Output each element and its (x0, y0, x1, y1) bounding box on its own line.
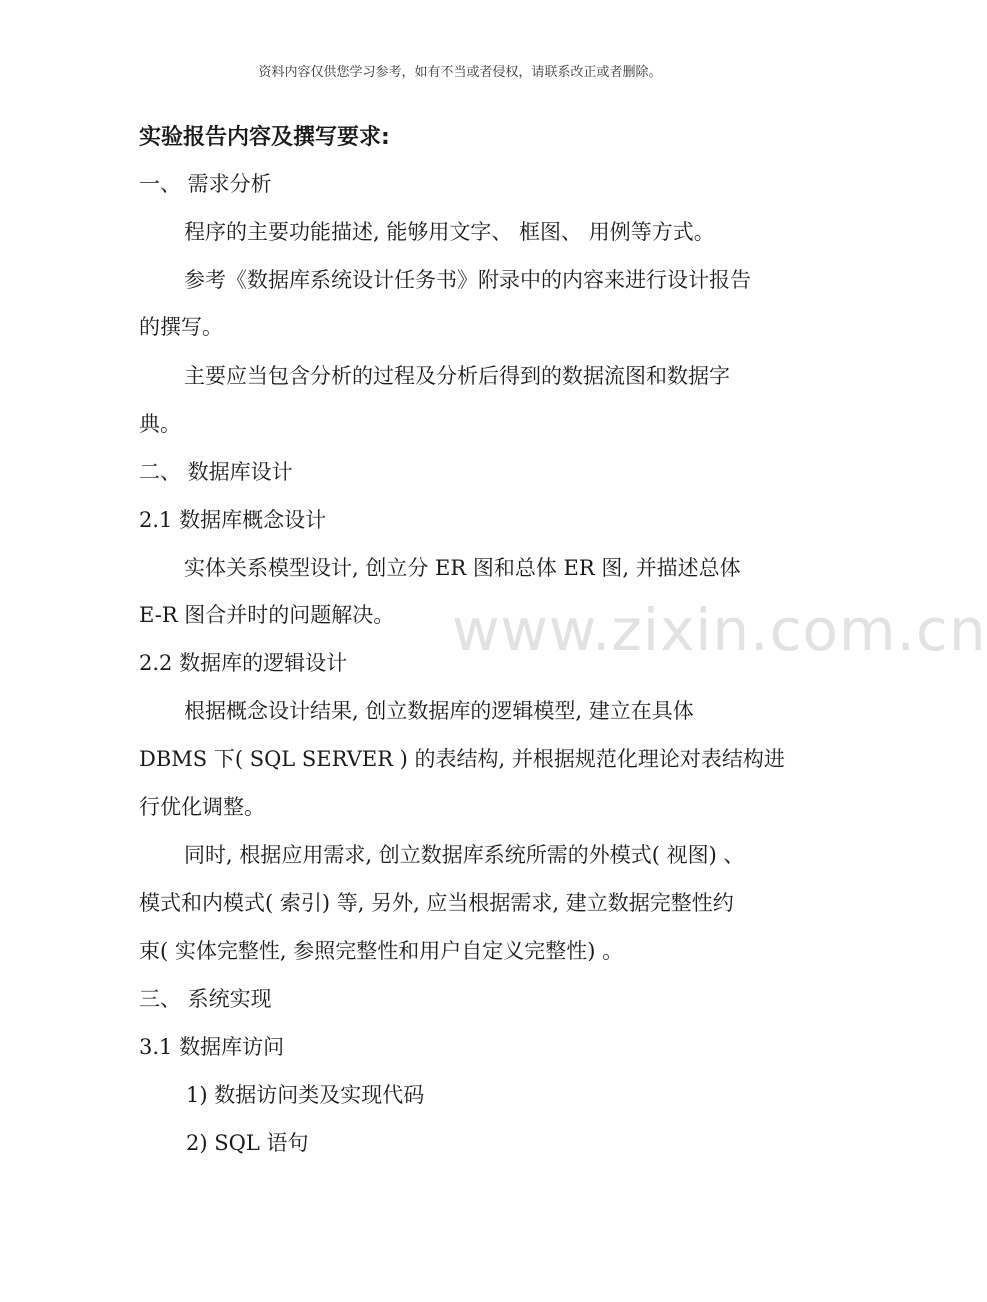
paragraph: 程序的主要功能描述, 能够用文字、 框图、 用例等方式。 (184, 220, 715, 244)
list-item: 1) 数据访问类及实现代码 (186, 1083, 425, 1107)
paragraph: 实体关系模型设计, 创立分 ER 图和总体 ER 图, 并描述总体 (184, 556, 741, 580)
page-title: 实验报告内容及撰写要求: (139, 125, 390, 150)
subsection-2-1-heading: 2.1 数据库概念设计 (139, 508, 327, 532)
watermark: www.zixin.com.cn (452, 596, 987, 664)
section-1-heading: 一、 需求分析 (139, 172, 272, 196)
paragraph: 主要应当包含分析的过程及分析后得到的数据流图和数据字 (184, 364, 730, 388)
section-3-heading: 三、 系统实现 (139, 987, 272, 1011)
paragraph-continued: 模式和内模式( 索引) 等, 另外, 应当根据需求, 建立数据完整性约 (139, 891, 734, 915)
paragraph-continued: 行优化调整。 (139, 795, 265, 819)
paragraph: 同时, 根据应用需求, 创立数据库系统所需的外模式( 视图) 、 (184, 843, 745, 867)
disclaimer-header: 资料内容仅供您学习参考，如有不当或者侵权，请联系改正或者删除。 (258, 65, 662, 80)
paragraph-continued: 束( 实体完整性, 参照完整性和用户自定义完整性) 。 (139, 939, 624, 963)
paragraph: 参考《数据库系统设计任务书》附录中的内容来进行设计报告 (184, 268, 751, 292)
paragraph-continued: 典。 (139, 412, 181, 436)
paragraph: 根据概念设计结果, 创立数据库的逻辑模型, 建立在具体 (184, 699, 694, 723)
paragraph-continued: DBMS 下( SQL SERVER ) 的表结构, 并根据规范化理论对表结构进 (139, 747, 785, 771)
paragraph-continued: E-R 图合并时的问题解决。 (139, 603, 395, 627)
section-2-heading: 二、 数据库设计 (139, 460, 293, 484)
subsection-2-2-heading: 2.2 数据库的逻辑设计 (139, 651, 348, 675)
paragraph-continued: 的撰写。 (139, 315, 223, 339)
subsection-3-1-heading: 3.1 数据库访问 (139, 1035, 285, 1059)
list-item: 2) SQL 语句 (186, 1131, 309, 1155)
